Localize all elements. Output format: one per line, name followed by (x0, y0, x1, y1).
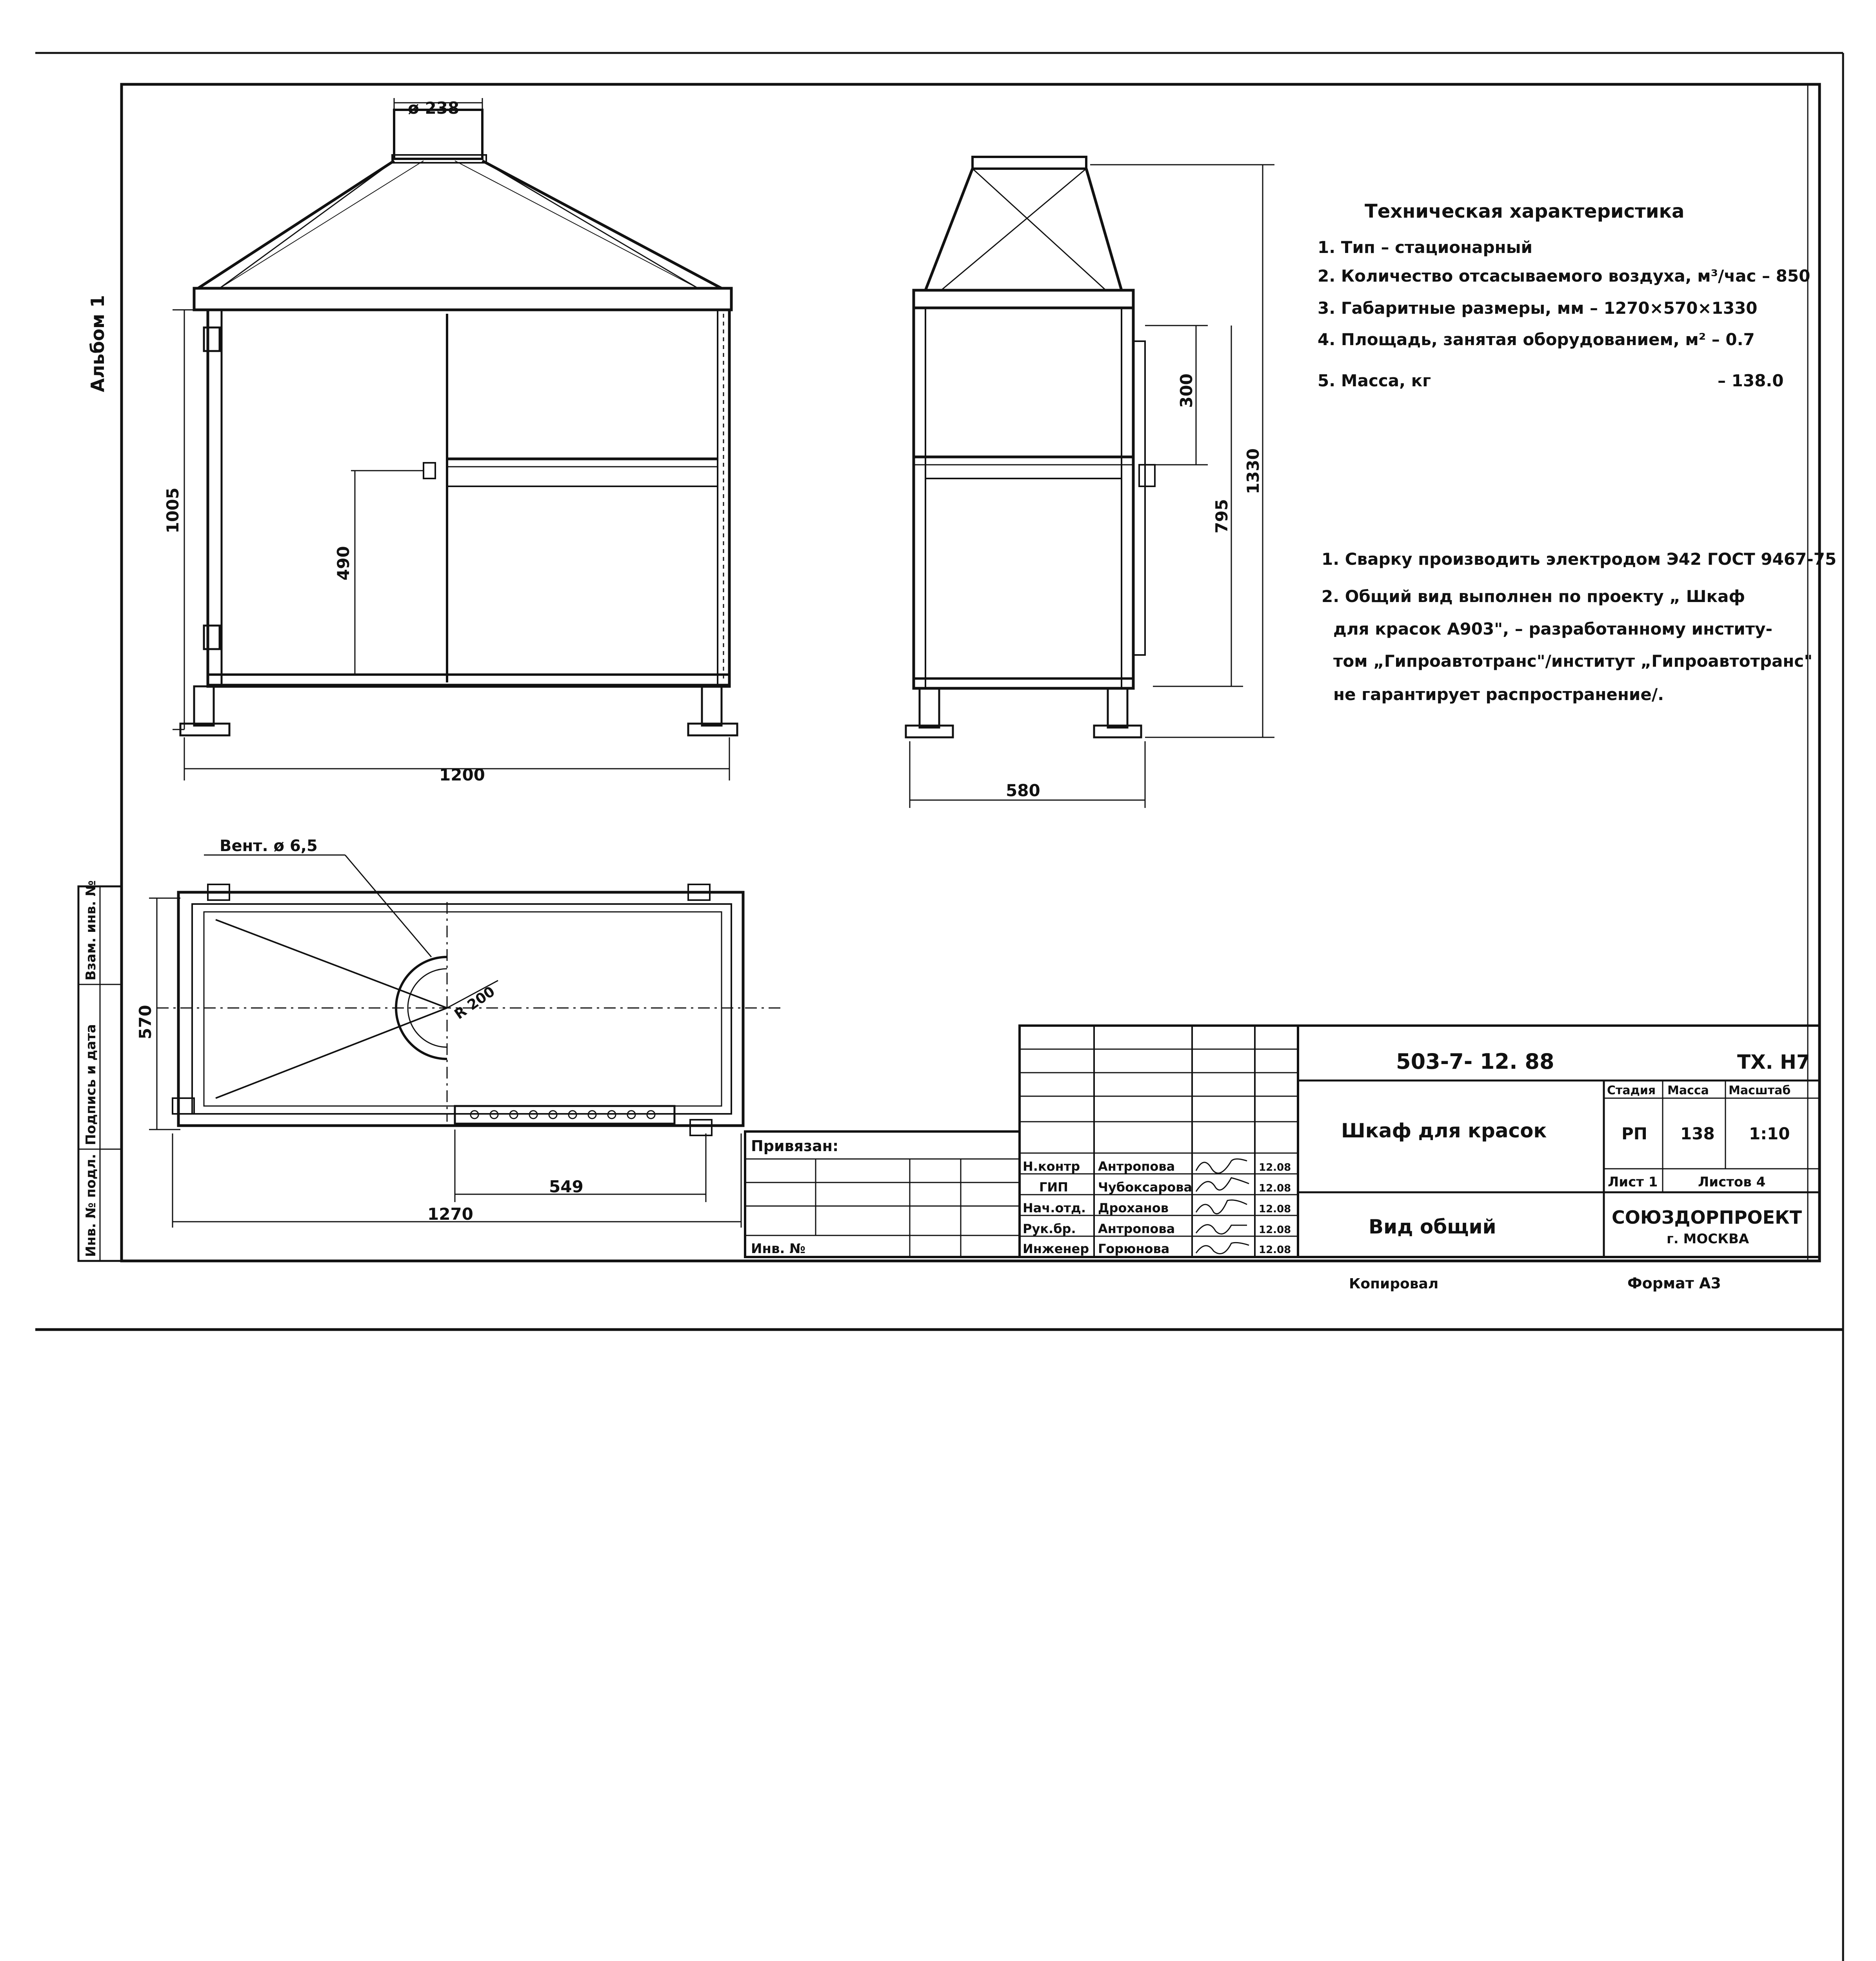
strip-vzam-inv: Взам. инв. № (83, 880, 99, 980)
note-line-3: для красок А903", – разработанному институ- (1333, 619, 1772, 639)
dim-plan-549: 549 (549, 1177, 584, 1196)
note-line-4: том „Гипроавтотранс"/институт „Гипроавтотранс" (1333, 651, 1813, 671)
title-city: г. МОСКВА (1667, 1231, 1749, 1247)
signer-name: Антропова (1098, 1159, 1175, 1174)
title-org: СОЮЗДОРПРОЕКТ (1612, 1207, 1802, 1228)
dim-side-300: 300 (1177, 373, 1196, 408)
title-code: ТХ. Н7 (1737, 1051, 1810, 1073)
dim-flue-diameter: ø 238 (408, 98, 460, 118)
dim-front-height: 1005 (163, 488, 182, 533)
signer-name: Горюнова (1098, 1241, 1170, 1256)
note-line-1: 1. Сварку производить электродом Э42 ГОСТ 9467-75 (1322, 549, 1837, 569)
signer-role: Рук.бр. (1023, 1221, 1076, 1236)
note-line-2: 2. Общий вид выполнен по проекту „ Шкаф (1322, 587, 1745, 606)
signer-date: 12.08 (1259, 1244, 1291, 1256)
title-sheets: Листов 4 (1698, 1174, 1766, 1190)
signer-name: Антропова (1098, 1221, 1175, 1236)
signer-name: Дроханов (1098, 1201, 1169, 1215)
dim-plan-hole: Вент. ø 6,5 (220, 837, 318, 855)
signer-date: 12.08 (1259, 1224, 1291, 1236)
dim-plan-width: 1270 (427, 1204, 473, 1224)
signer-role: Инженер (1023, 1241, 1089, 1256)
signatures (1196, 1159, 1249, 1254)
title-name: Шкаф для красок (1341, 1119, 1547, 1142)
title-privyazan: Привязан: (751, 1137, 839, 1155)
title-copied: Копировал (1349, 1276, 1439, 1292)
title-scale-header: Масштаб (1729, 1084, 1791, 1097)
strip-signature-date: Подпись и дата (83, 1024, 99, 1145)
title-stage-header: Стадия (1607, 1084, 1656, 1097)
dim-side-1330: 1330 (1243, 448, 1263, 494)
dim-plan-depth: 570 (136, 1005, 155, 1039)
title-stage: РП (1622, 1124, 1647, 1143)
signer-role: Нач.отд. (1023, 1201, 1086, 1215)
tech-item-5-value: – 138.0 (1718, 371, 1784, 390)
signer-date: 12.08 (1259, 1203, 1291, 1215)
dim-front-inner: 490 (334, 546, 353, 580)
title-inv-no: Инв. № (751, 1241, 806, 1257)
front-dimensions (173, 98, 729, 780)
tech-item-5: 5. Масса, кг (1318, 371, 1431, 390)
signer-role: ГИП (1039, 1180, 1068, 1195)
note-line-5: не гарантирует распространение/. (1333, 685, 1664, 704)
title-scale: 1:10 (1749, 1124, 1790, 1143)
tech-title: Техническая характеристика (1365, 200, 1685, 222)
dim-side-width: 580 (1006, 781, 1040, 800)
tech-item-1: 1. Тип – стационарный (1318, 238, 1532, 257)
title-sheet-title: Вид общий (1369, 1215, 1496, 1238)
dim-front-width: 1200 (439, 765, 485, 784)
signer-date: 12.08 (1259, 1162, 1291, 1173)
side-view (906, 157, 1155, 737)
tech-item-4: 4. Площадь, занятая оборудованием, м² – 0.7 (1318, 330, 1755, 349)
title-sheet: Лист 1 (1608, 1174, 1658, 1190)
signer-name: Чубоксарова (1098, 1180, 1192, 1195)
tech-item-2: 2. Количество отсасываемого воздуха, м³/час – 850 (1318, 266, 1811, 286)
title-designation: 503-7- 12. 88 (1396, 1049, 1554, 1074)
plan-dimensions (149, 855, 741, 1228)
side-dimensions (910, 165, 1274, 808)
title-mass-header: Масса (1667, 1084, 1709, 1097)
front-view (180, 110, 737, 735)
title-format: Формат А3 (1627, 1275, 1721, 1292)
tech-item-3: 3. Габаритные размеры, мм – 1270×570×1330 (1318, 298, 1758, 318)
strip-inv-podl: Инв. № подл. (83, 1153, 99, 1257)
title-mass: 138 (1680, 1124, 1715, 1143)
dim-side-795: 795 (1212, 499, 1231, 533)
signer-date: 12.08 (1259, 1182, 1291, 1194)
signer-role: Н.контр (1023, 1159, 1080, 1174)
dim-plan-radius: R 200 (451, 983, 498, 1023)
album-label: Альбом 1 (87, 295, 108, 392)
